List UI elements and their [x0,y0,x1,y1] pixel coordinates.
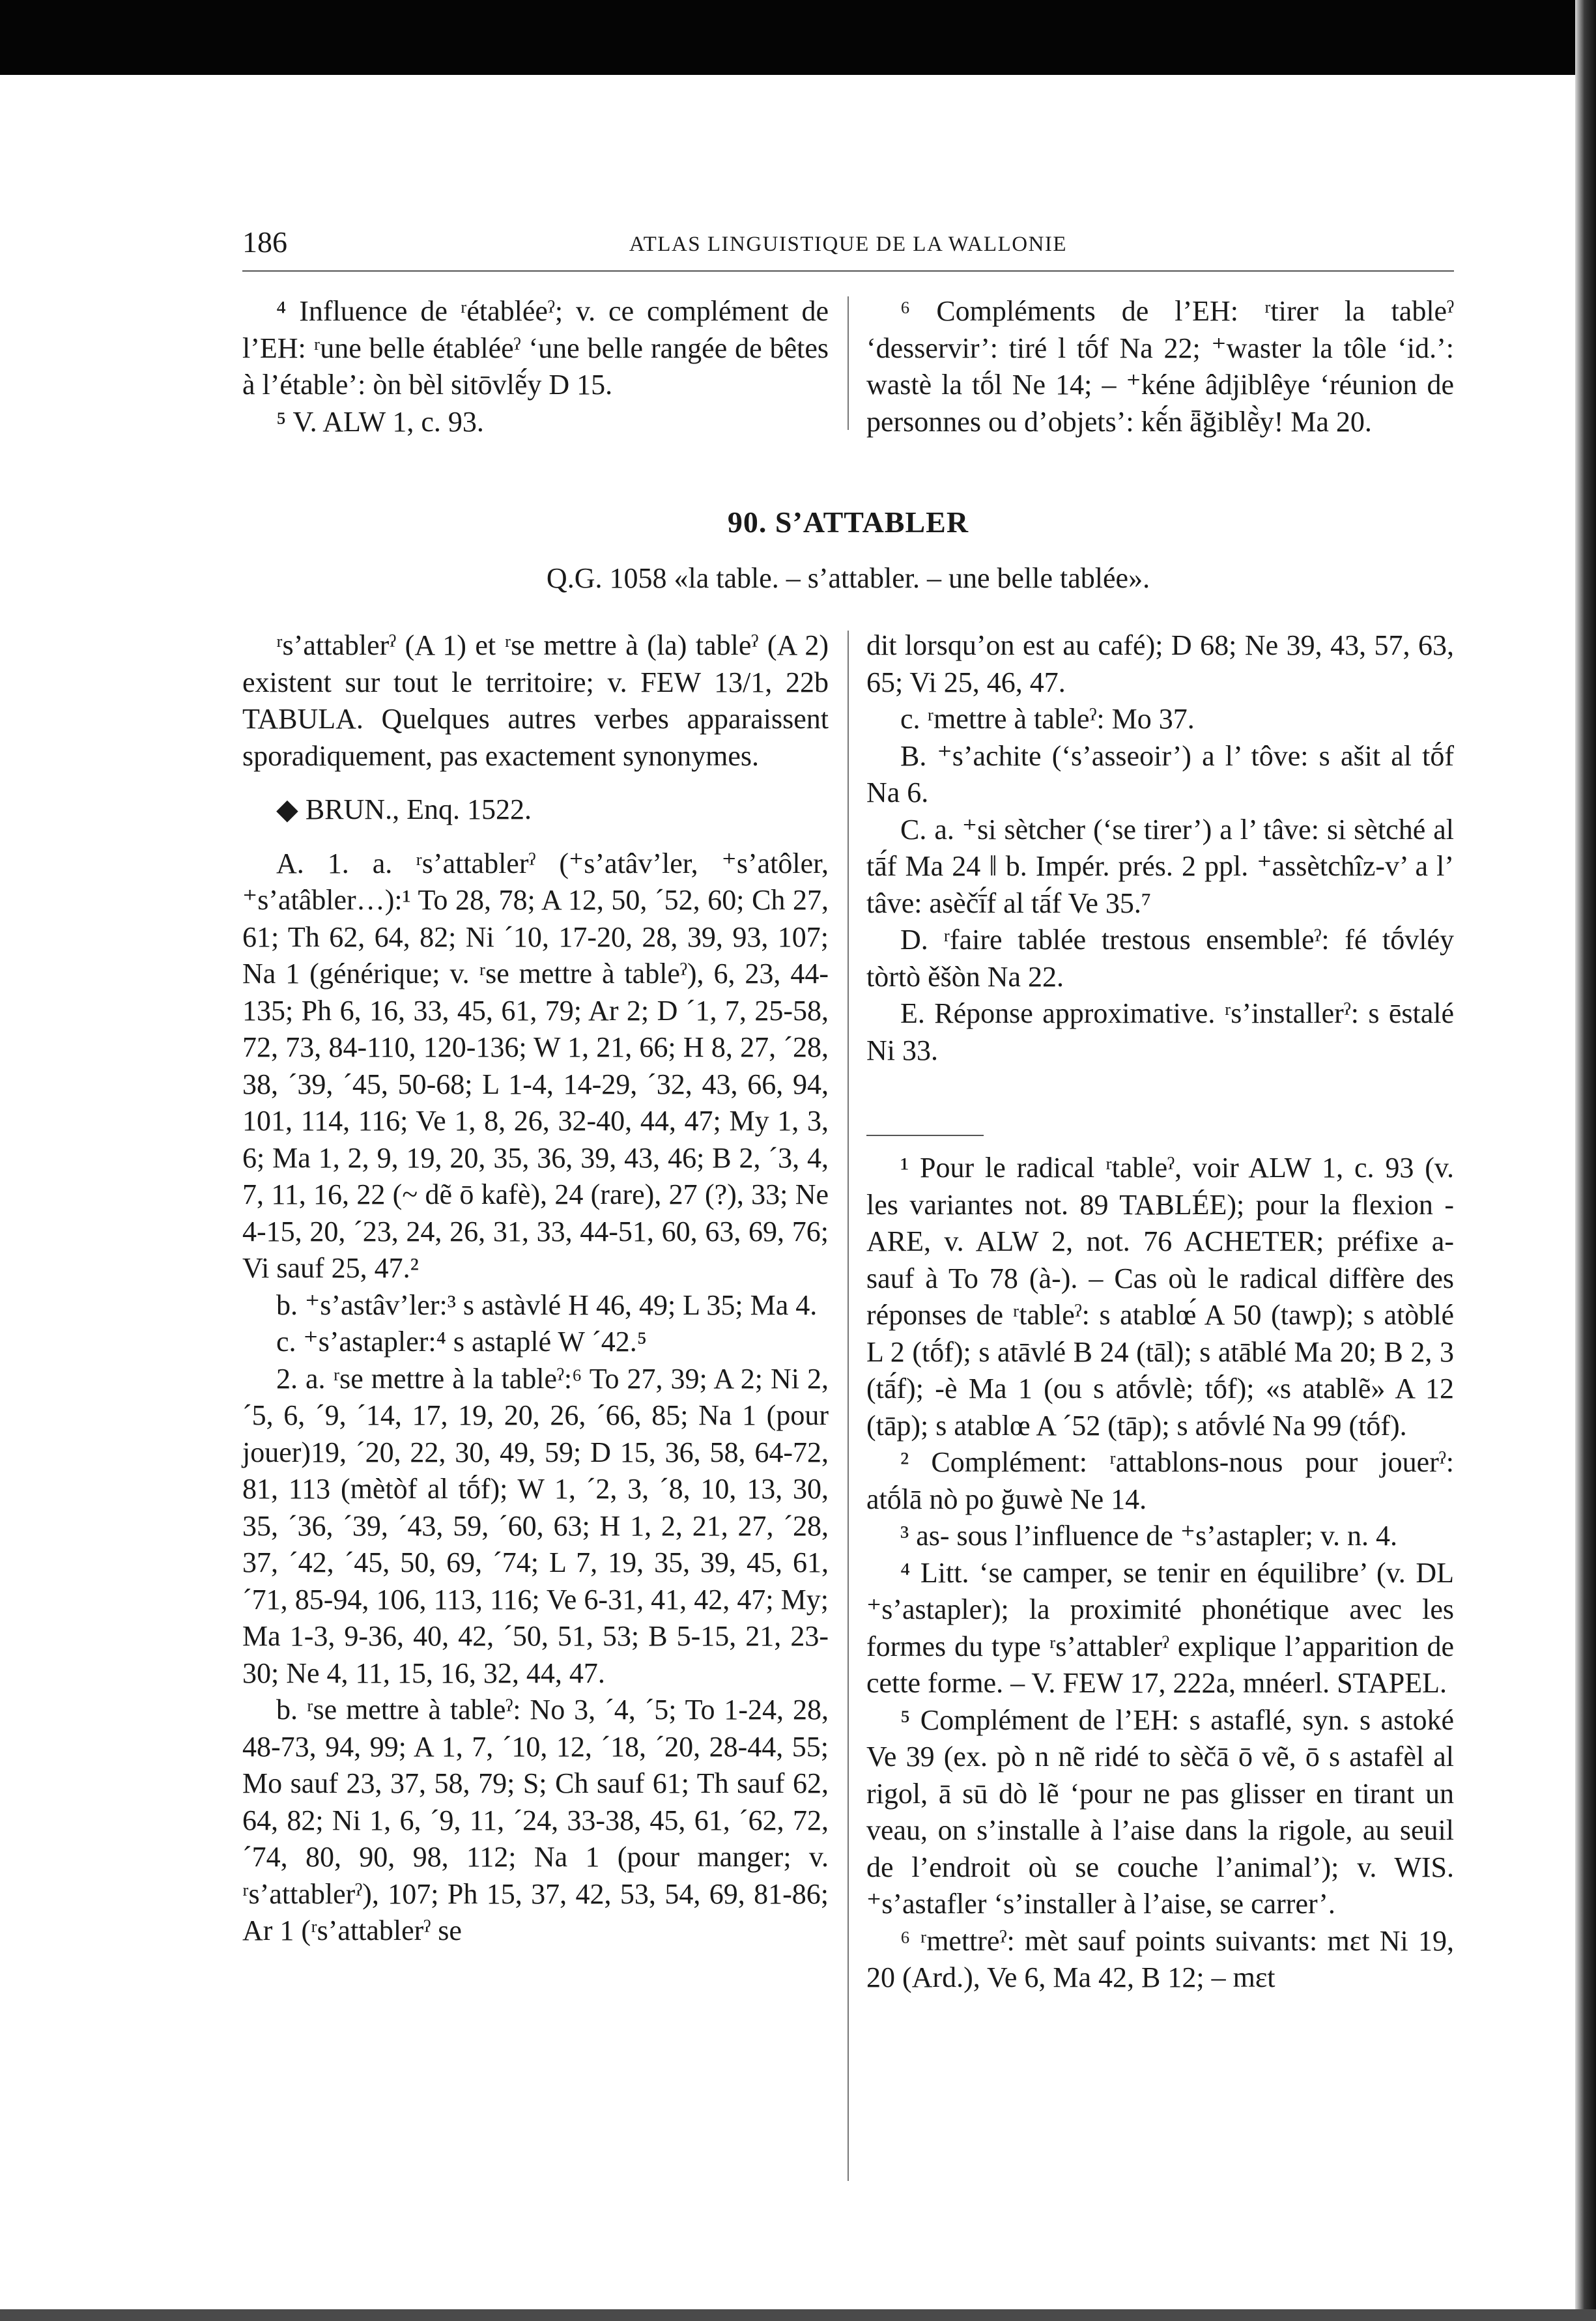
main-column-divider [848,631,849,2181]
footnote-rule [866,1135,984,1136]
footnote-4: ⁴ Litt. ‘se camper, se tenir en équilibre’ (v. DL ⁺s’astapler); la proximité phonétique avec les formes du type ʳs’attablerˀ explique l’apparition de cette forme. – V. FEW 17, 222a, mnéerl. STAPEL. [866,1556,1454,1699]
intro-paragraph: ʳs’attablerˀ (A 1) et ʳse mettre à (la) tableˀ (A 2) existent sur tout le territoire; v. FEW 13/1, 22b TABULA. Quelques autres verbes apparaissent sporadiquement, pas exactement synonymes. [242,629,829,772]
scan-bottom-border [0,2309,1596,2321]
entry-a1c: c. ⁺s’astapler:⁴ s astaplé W ´42.⁵ [276,1326,648,1358]
section-question: Q.G. 1058 «la table. – s’attabler. – une belle tablée». [546,562,1150,594]
main-column-right [866,627,1454,1069]
top-note-5: ⁵ V. ALW 1, c. 93. [276,405,484,438]
scan-top-border [0,0,1596,75]
top-note-4: ⁴ Influence de ʳétabléeˀ; v. ce complément de l’EH: ʳune belle établéeˀ ‘une belle rangée de bêtes à l’étable’: òn bèl sitōvlẽ́y D 15. [242,295,829,401]
entry-c: C. a. ⁺si sètcher (‘se tirer’) a l’ tâve: si sètché al tā́f Ma 24 ‖ b. Impér. prés. 2 ppl. ⁺assètchîz-v’ a l’ tâve: asèčī́f al tā́f Ve 35.⁷ [866,813,1454,919]
footnote-6: ⁶ ʳmettreˀ: mèt sauf points suivants: mɛt Ni 19, 20 (Ard.), Ve 6, Ma 42, B 12; – mɛt [866,1924,1454,1993]
entry-d: D. ʳfaire tablée trestous ensembleˀ: fé tṓvléy tòrtò ěšòn Na 22. [866,924,1454,993]
footnote-5: ⁵ Complément de l’EH: s astaflé, syn. s astoké Ve 39 (ex. pò n nẽ ridé to sèčā ō vẽ, ō s astafèl al rigol, ā sū dò lẽ ‘pour ne pas glisser en tirant un veau, on s’installe à l’aise dans la rigole, au seuil de l’endroit où se couche l’animal’); v. WIS. ⁺s’astafler ‘s’installer à l’aise, se carrer’. [866,1703,1454,1920]
running-header [242,225,1454,272]
main-column-left [242,627,829,1950]
top-notes-right [866,293,1454,440]
footnote-3: ³ as- sous l’influence de ⁺s’astapler; v. n. 4. [900,1520,1398,1552]
bibliography-line: ◆ BRUN., Enq. 1522. [276,793,532,825]
top-note-6: ⁶ Compléments de l’EH: ʳtirer la tableˀ ‘desservir’: tiré l tṓf Na 22; ⁺waster la tôle ‘id.’: wastè la tṓl Ne 14; – ⁺kéne âdjiblêye ‘réunion de personnes ou d’objets’: kẽ́n ǟğiblẽ̀y! Ma 20. [866,295,1454,438]
scan-right-border [1575,0,1596,2321]
entry-e: E. Réponse approximative. ʳs’installerˀ: s ēstalé Ni 33. [866,997,1454,1066]
entry-a2b: b. ʳse mettre à tableˀ: No 3, ´4, ´5; To 1-24, 28, 48-73, 94, 99; A 1, 7, ´10, 12, ´18, ´20, 28-44, 55; Mo sauf 23, 37, 58, 79; S; Ch sauf 61; Th sauf 62, 64, 82; Ni 1, 6, ´9, 11, ´24, 33-38, 45, 61, ´62, 72, ´74, 80, 90, 98, 112; Na 1 (pour manger; v. ʳs’attablerˀ), 107; Ph 15, 37, 42, 53, 54, 69, 81-86; Ar 1 (ʳs’attablerˀ se [242,1694,829,1946]
footnote-1: ¹ Pour le radical ʳtableˀ, voir ALW 1, c. 93 (v. les variantes not. 89 TABLÉE); pour la flexion -ARE, v. ALW 2, not. 76 ACHETER; préfixe a- sauf à To 78 (à-). – Cas où le radical diffère des réponses de ʳtableˀ: s atablœ́ A 50 (tawp); s atòblé L 2 (tṓf); s atāvlé B 24 (tāl); s atāblé Ma 20; B 2, 3 (tā́f); -è Ma 1 (ou s atṓvlè; tṓf); «s atablẽ» A 12 (tāp); s atablœ A ´52 (tāp); s atṓvlé Na 99 (tṓf). [866,1152,1454,1442]
footnotes [866,1150,1454,1997]
page-number: 186 [242,225,287,259]
entry-b: B. ⁺s’achite (‘s’asseoir’) a l’ tôve: s ašit al tṓf Na 6. [866,739,1454,808]
entry-a2c: c. ʳmettre à tableˀ: Mo 37. [900,703,1195,735]
top-notes-left [242,293,829,440]
footnote-2: ² Complément: ʳattablons-nous pour jouerˀ: atṓlā nò po ğuwè Ne 14. [866,1446,1454,1515]
entry-a1a: A. 1. a. ʳs’attablerˀ (⁺s’atâv’ler, ⁺s’atôler, ⁺s’atâbler…):¹ To 28, 78; A 12, 50, ´52, 60; Ch 27, 61; Th 62, 64, 82; Ni ´10, 17-20, 28, 39, 93, 107; Na 1 (générique; v. ʳse mettre à tableˀ), 6, 23, 44-135; Ph 6, 16, 33, 45, 61, 79; Ar 2; D ´1, 7, 25-58, 72, 73, 84-110, 120-136; W 1, 21, 66; H 8, 27, ´28, 38, ´39, ´45, 50-68; L 1-4, 14-29, ´32, 43, 66, 94, 101, 114, 116; Ve 1, 8, 26, 32-40, 44, 47; My 1, 3, 6; Ma 1, 2, 9, 19, 20, 35, 36, 39, 43, 46; B 2, ´3, 4, 7, 11, 16, 22 (~ dẽ ō kafè), 24 (rare), 27 (?), 33; Ne 4-15, 20, ´23, 24, 26, 31, 33, 44-51, 60, 63, 69, 76; Vi sauf 25, 47.² [242,847,829,1284]
entry-a2b-continued: dit lorsqu’on est au café); D 68; Ne 39, 43, 57, 63, 65; Vi 25, 46, 47. [866,629,1454,698]
top-notes-divider [848,296,849,430]
entry-a2a: 2. a. ʳse mettre à la tableˀ:⁶ To 27, 39; A 2; Ni 2, ´5, 6, ´9, ´14, 17, 19, 20, 26, ´66, 85; Na 1 (pour jouer)19, ´20, 22, 30, 49, 59; D 15, 36, 58, 64-72, 81, 113 (mètòf al tṓf); W 1, ´2, 3, ´8, 10, 13, 30, 35, ´36, ´39, ´43, 59, ´60, 63; H 1, 2, 21, 27, ´28, 37, ´42, ´45, 50, 69, ´74; L 7, 19, 35, 39, 45, 61, ´71, 85-94, 106, 113, 116; Ve 6-31, 41, 42, 47; My; Ma 1-3, 9-36, 40, 42, ´50, 51, 53; B 5-15, 21, 23-30; Ne 4, 11, 15, 16, 32, 44, 47. [242,1362,829,1689]
entry-a1b: b. ⁺s’astâv’ler:³ s astàvlé H 46, 49; L 35; Ma 4. [276,1289,818,1321]
section-title: 90. S’ATTABLER [727,505,969,539]
running-title: ATLAS LINGUISTIQUE DE LA WALLONIE [629,233,1068,256]
